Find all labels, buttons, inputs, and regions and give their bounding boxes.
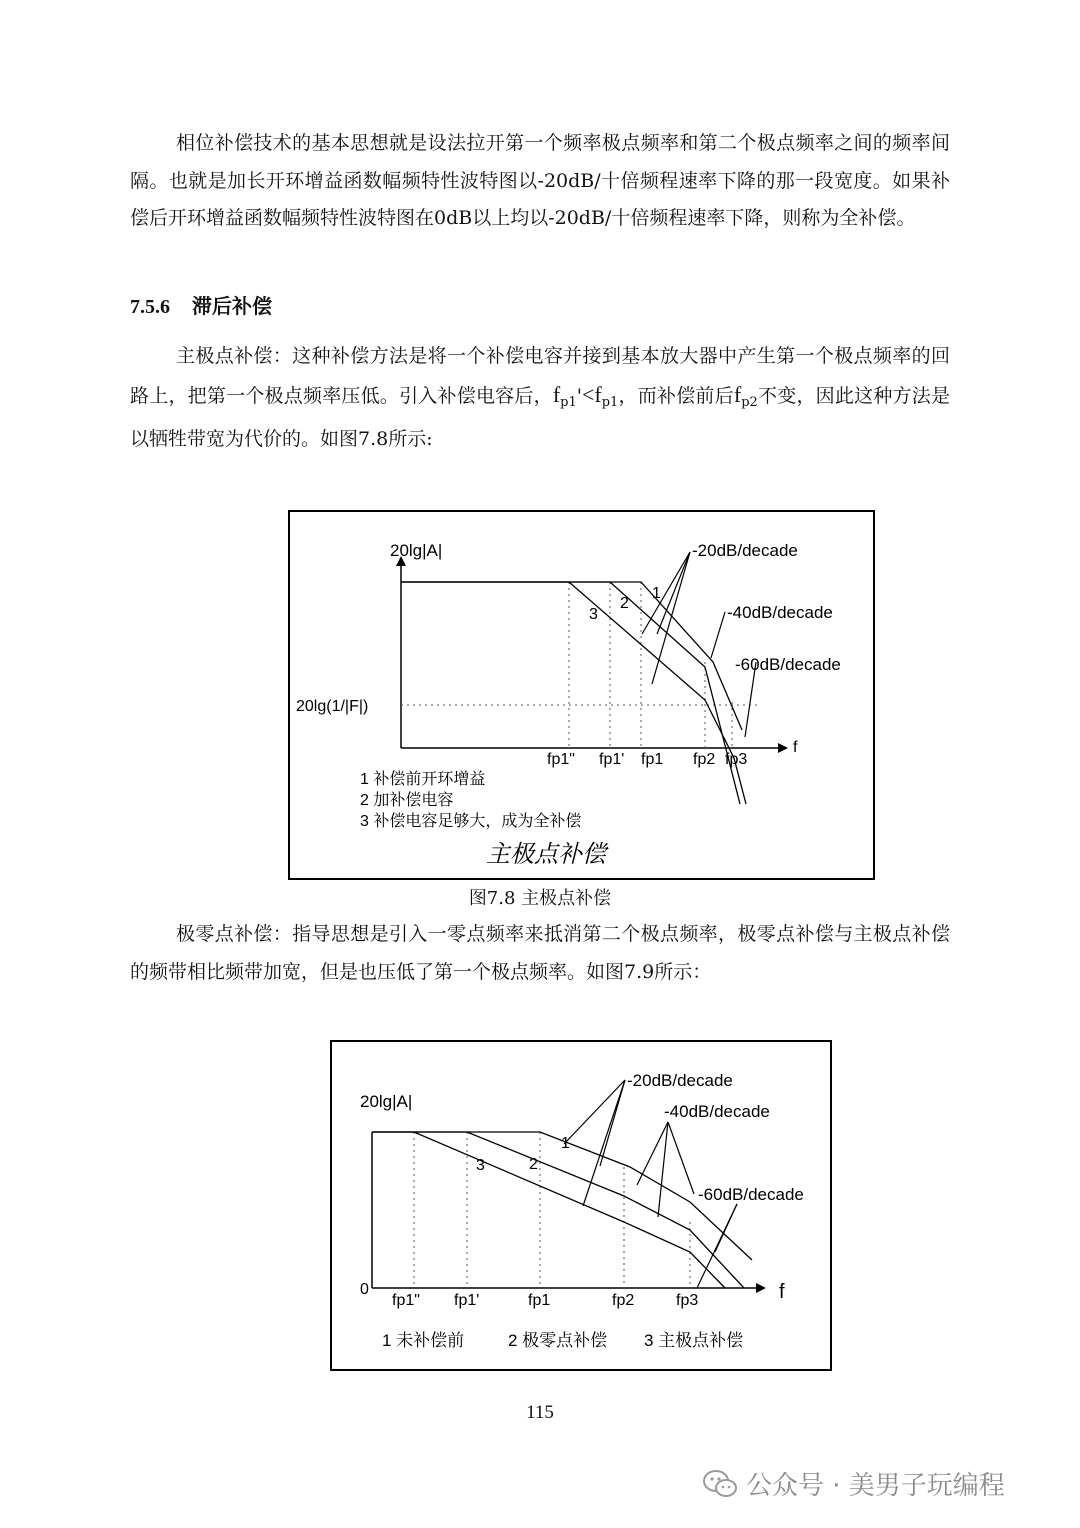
slope-label-60db: -60dB/decade [698,1185,804,1204]
watermark [702,1465,1005,1502]
para2-text-1: 主极点补偿：这种补偿方法是将一个补偿电容并接到基本放大器中产生第一个极点频率的回路上，把第一个极点频率压低。引入补偿电容后， [130,345,950,407]
slope-label-20db: -20dB/decade [627,1071,733,1090]
tick-label: fp1 [528,1292,551,1309]
feedback-level-label: 20lg(1/|F|) [296,698,369,715]
subscript-p2: p2 [741,394,758,410]
bode-plot-pole-zero [332,1042,830,1369]
page-number: 115 [526,1402,554,1423]
x-axis-label: f [779,1281,785,1303]
legend-item: 2 加补偿电容 [360,792,454,809]
symbol-f: f [594,381,602,407]
pointer-40db [658,1122,668,1217]
pointer-40db [637,1122,668,1185]
tick-label: fp3 [676,1292,699,1309]
paragraph-pole-zero: 极零点补偿：指导思想是引入一零点频率来抵消第二个极点频率，极零点补偿与主极点补偿的频带相比频带加宽，但是也压低了第一个极点频率。如图7.9所示： [130,923,950,983]
pointer-40db [668,1122,694,1194]
subscript-p1: p1 [560,394,577,410]
slope-label-20db: -20dB/decade [692,541,798,560]
legend-item: 3 补偿电容足够大，成为全补偿 [360,813,582,830]
curve-label-2: 2 [529,1156,538,1173]
slope-label-60db: -60dB/decade [735,655,841,674]
curve-label-1: 1 [652,585,661,602]
tick-label: fp1 [641,751,664,768]
para2-text-3: 不变，因此这种方法是以牺牲带宽为代价的。如图7.8所示: [130,384,950,450]
origin-label: 0 [360,1281,369,1298]
curve-label-1: 1 [561,1135,570,1152]
curve-label-3: 3 [589,606,598,623]
para2-text-2: ，而补偿前后 [618,384,734,407]
tick-label: fp1' [454,1292,480,1309]
pointer-20db [642,552,690,634]
less-than-sign: < [581,381,595,407]
symbol-f: f [552,381,561,407]
prime-mark: ' [576,384,582,407]
watermark-text: 公众号 · 美男子玩编程 [746,1471,1005,1501]
paragraph-phase-compensation: 相位补偿技术的基本思想就是设法拉开第一个频率极点频率和第二个极点频率之间的频率间隔。也就是加长开环增益函数幅频特性波特图以-20dB/十倍频程速率下降的那一段宽度。如果补偿后开环增益函数幅频特性波特图在0dB以上均以-20dB/十倍频程速率下降，则称为全补偿。 [130,132,950,229]
curve-3 [372,1132,725,1288]
x-axis-arrow [756,1283,766,1293]
wechat-icon [702,1469,738,1499]
figure-title: 主极点补偿 [486,841,606,868]
curve-label-3: 3 [476,1157,485,1174]
curve-1 [401,582,742,730]
bode-plot-dominant-pole [290,512,873,878]
legend-item: 2 极零点补偿 [508,1331,608,1350]
pointer-20db [583,1080,625,1206]
pointer-20db [652,552,690,684]
tick-label: fp3 [725,751,748,768]
pointer-20db [657,552,690,634]
legend-item: 3 主极点补偿 [644,1331,744,1350]
curve-2 [372,1132,744,1288]
tick-label: fp1' [599,751,625,768]
section-heading [130,290,272,319]
symbol-f: f [733,381,742,407]
y-axis-label: 20lg|A| [360,1092,413,1111]
figure-7-9 [330,1040,832,1371]
figure-caption-7-8: 图7.8 主极点补偿 [468,888,612,909]
x-axis-arrow [778,743,788,753]
legend-item: 1 未补偿前 [382,1331,465,1350]
curve-label-2: 2 [620,595,629,612]
figure-7-8 [288,510,875,880]
pointer-40db [711,612,725,658]
subscript-p1: p1 [601,394,619,410]
slope-label-40db: -40dB/decade [664,1102,770,1121]
tick-label: fp1" [392,1292,420,1309]
tick-label: fp2 [612,1292,635,1309]
tick-label: fp2 [693,751,716,768]
section-title: 滞后补偿 [192,294,272,318]
paragraph-dominant-pole [130,338,950,459]
legend-item: 1 补偿前开环增益 [360,771,486,788]
x-axis-label: f [793,739,798,756]
tick-label: fp1" [547,751,575,768]
section-number: 7.5.6 [130,296,170,318]
slope-label-40db: -40dB/decade [727,603,833,622]
y-axis-label: 20lg|A| [390,541,443,560]
